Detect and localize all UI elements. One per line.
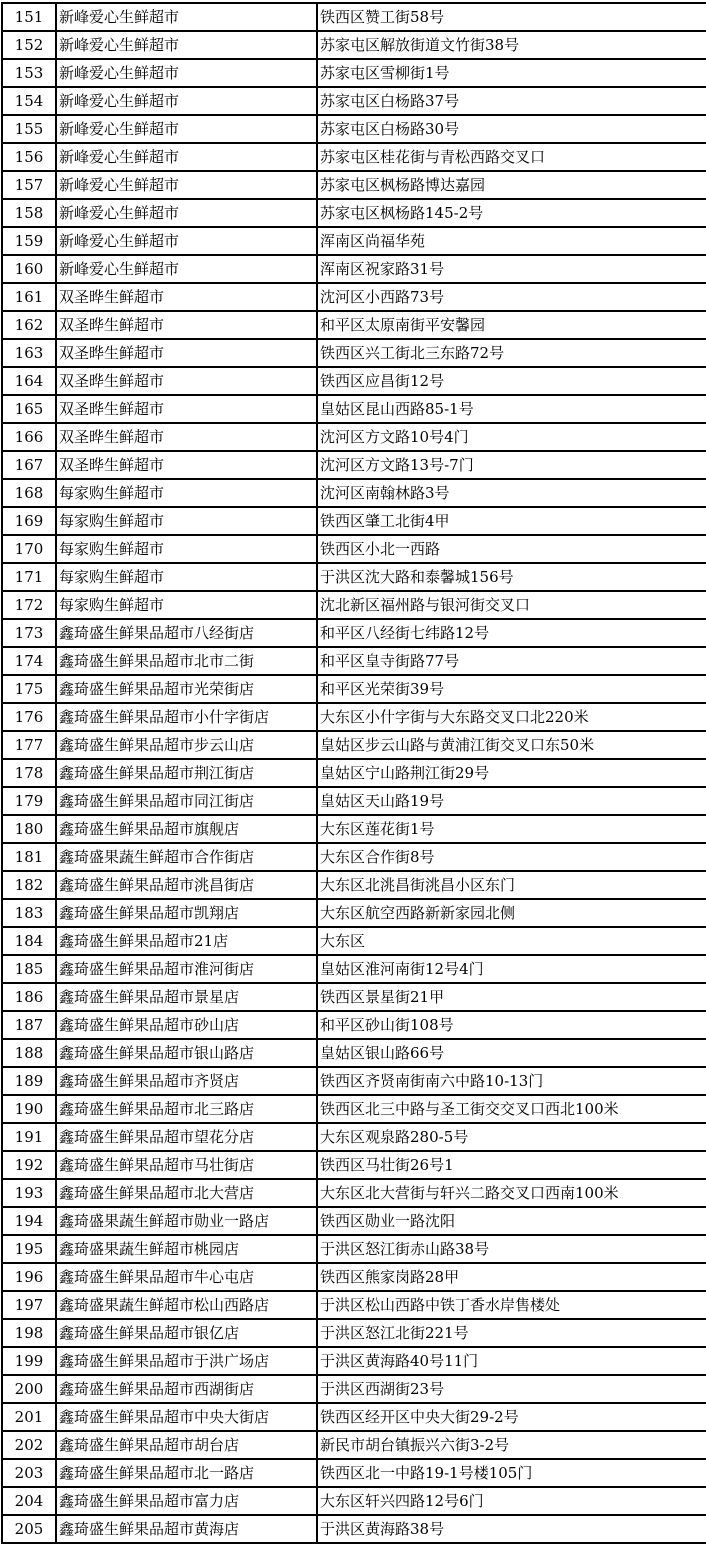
table-row — [2, 339, 706, 367]
row-number-cell: 180 — [2, 815, 56, 843]
table-row — [2, 283, 706, 311]
store-name-cell: 鑫琦盛果蔬生鲜超市合作街店 — [56, 843, 317, 871]
row-number-cell: 156 — [2, 143, 56, 171]
row-number-cell: 166 — [2, 423, 56, 451]
store-name-cell: 双圣晔生鲜超市 — [56, 367, 317, 395]
store-name-cell: 鑫琦盛生鲜果品超市景星店 — [56, 983, 317, 1011]
row-number-cell: 204 — [2, 1487, 56, 1515]
store-name-cell: 双圣晔生鲜超市 — [56, 283, 317, 311]
store-address-cell: 于洪区西湖街23号 — [317, 1375, 706, 1403]
store-name-cell: 鑫琦盛生鲜果品超市西湖街店 — [56, 1375, 317, 1403]
store-name-cell: 新峰爱心生鲜超市 — [56, 115, 317, 143]
row-number-cell: 187 — [2, 1011, 56, 1039]
store-address-cell: 铁西区兴工街北三东路72号 — [317, 339, 706, 367]
table-row — [2, 619, 706, 647]
store-address-cell: 皇姑区步云山路与黄浦江街交叉口东50米 — [317, 731, 706, 759]
table-row — [2, 1291, 706, 1319]
store-name-cell: 新峰爱心生鲜超市 — [56, 31, 317, 59]
store-address-cell: 和平区八经街七纬路12号 — [317, 619, 706, 647]
store-name-cell: 双圣晔生鲜超市 — [56, 395, 317, 423]
row-number-cell: 153 — [2, 59, 56, 87]
table-row — [2, 647, 706, 675]
store-name-cell: 鑫琦盛生鲜果品超市旗舰店 — [56, 815, 317, 843]
store-name-cell: 新峰爱心生鲜超市 — [56, 3, 317, 31]
store-address-cell: 苏家屯区解放街道文竹街38号 — [317, 31, 706, 59]
table-row — [2, 899, 706, 927]
row-number-cell: 152 — [2, 31, 56, 59]
table-row — [2, 1123, 706, 1151]
row-number-cell: 200 — [2, 1375, 56, 1403]
row-number-cell: 159 — [2, 227, 56, 255]
row-number-cell: 199 — [2, 1347, 56, 1375]
store-address-cell: 皇姑区天山路19号 — [317, 787, 706, 815]
table-row — [2, 143, 706, 171]
store-address-cell: 新民市胡台镇振兴六街3-2号 — [317, 1431, 706, 1459]
row-number-cell: 154 — [2, 87, 56, 115]
store-address-cell: 苏家屯区白杨路30号 — [317, 115, 706, 143]
store-name-cell: 鑫琦盛生鲜果品超市马壮街店 — [56, 1151, 317, 1179]
row-number-cell: 190 — [2, 1095, 56, 1123]
row-number-cell: 165 — [2, 395, 56, 423]
row-number-cell: 195 — [2, 1235, 56, 1263]
store-address-cell: 铁西区赞工街58号 — [317, 3, 706, 31]
table-row — [2, 367, 706, 395]
table-row — [2, 1403, 706, 1431]
table-row — [2, 115, 706, 143]
store-name-cell: 鑫琦盛生鲜果品超市北大营店 — [56, 1179, 317, 1207]
table-row — [2, 87, 706, 115]
store-name-cell: 鑫琦盛生鲜果品超市21店 — [56, 927, 317, 955]
store-address-cell: 于洪区怒江北街221号 — [317, 1319, 706, 1347]
store-name-cell: 鑫琦盛生鲜果品超市砂山店 — [56, 1011, 317, 1039]
store-name-cell: 鑫琦盛生鲜果品超市荆江街店 — [56, 759, 317, 787]
row-number-cell: 205 — [2, 1515, 56, 1543]
row-number-cell: 197 — [2, 1291, 56, 1319]
store-name-cell: 鑫琦盛生鲜果品超市银亿店 — [56, 1319, 317, 1347]
store-name-cell: 新峰爱心生鲜超市 — [56, 171, 317, 199]
store-address-cell: 铁西区经开区中央大街29-2号 — [317, 1403, 706, 1431]
store-name-cell: 双圣晔生鲜超市 — [56, 451, 317, 479]
table-row — [2, 1207, 706, 1235]
row-number-cell: 179 — [2, 787, 56, 815]
table-row — [2, 395, 706, 423]
store-name-cell: 鑫琦盛生鲜果品超市牛心屯店 — [56, 1263, 317, 1291]
store-name-cell: 鑫琦盛果蔬生鲜超市松山西路店 — [56, 1291, 317, 1319]
store-address-cell: 于洪区黄海路38号 — [317, 1515, 706, 1543]
row-number-cell: 164 — [2, 367, 56, 395]
table-row — [2, 843, 706, 871]
row-number-cell: 174 — [2, 647, 56, 675]
table-row — [2, 507, 706, 535]
table-row — [2, 1151, 706, 1179]
store-address-cell: 大东区莲花街1号 — [317, 815, 706, 843]
table-row — [2, 1235, 706, 1263]
store-address-cell: 和平区砂山街108号 — [317, 1011, 706, 1039]
row-number-cell: 158 — [2, 199, 56, 227]
row-number-cell: 171 — [2, 563, 56, 591]
store-name-cell: 双圣晔生鲜超市 — [56, 311, 317, 339]
store-address-cell: 沈河区南翰林路3号 — [317, 479, 706, 507]
store-address-cell: 苏家屯区桂花街与青松西路交叉口 — [317, 143, 706, 171]
table-row — [2, 983, 706, 1011]
store-address-cell: 铁西区肇工北街4甲 — [317, 507, 706, 535]
store-address-cell: 苏家屯区枫杨路145-2号 — [317, 199, 706, 227]
table-row — [2, 787, 706, 815]
row-number-cell: 172 — [2, 591, 56, 619]
store-address-cell: 苏家屯区枫杨路博达嘉园 — [317, 171, 706, 199]
row-number-cell: 160 — [2, 255, 56, 283]
store-address-cell: 铁西区齐贤南街南六中路10-13门 — [317, 1067, 706, 1095]
store-name-cell: 鑫琦盛生鲜果品超市淮河街店 — [56, 955, 317, 983]
store-name-cell: 鑫琦盛生鲜果品超市凯翔店 — [56, 899, 317, 927]
table-row — [2, 927, 706, 955]
row-number-cell: 198 — [2, 1319, 56, 1347]
store-address-cell: 大东区轩兴四路12号6门 — [317, 1487, 706, 1515]
store-name-cell: 鑫琦盛生鲜果品超市望花分店 — [56, 1123, 317, 1151]
store-name-cell: 鑫琦盛生鲜果品超市同江街店 — [56, 787, 317, 815]
store-name-cell: 鑫琦盛生鲜果品超市步云山店 — [56, 731, 317, 759]
table-row — [2, 199, 706, 227]
row-number-cell: 178 — [2, 759, 56, 787]
row-number-cell: 196 — [2, 1263, 56, 1291]
row-number-cell: 186 — [2, 983, 56, 1011]
table-row — [2, 1459, 706, 1487]
store-table-body — [2, 3, 706, 1543]
store-name-cell: 鑫琦盛生鲜果品超市光荣街店 — [56, 675, 317, 703]
table-row — [2, 31, 706, 59]
store-address-cell: 于洪区黄海路40号11门 — [317, 1347, 706, 1375]
store-address-cell: 沈河区小西路73号 — [317, 283, 706, 311]
store-address-cell: 于洪区沈大路和泰馨城156号 — [317, 563, 706, 591]
store-name-cell: 鑫琦盛生鲜果品超市富力店 — [56, 1487, 317, 1515]
table-row — [2, 591, 706, 619]
store-name-cell: 鑫琦盛生鲜果品超市北市二街 — [56, 647, 317, 675]
table-row — [2, 255, 706, 283]
table-row — [2, 59, 706, 87]
store-address-cell: 铁西区景星街21甲 — [317, 983, 706, 1011]
table-row — [2, 1515, 706, 1543]
table-row — [2, 451, 706, 479]
store-name-cell: 鑫琦盛生鲜果品超市八经街店 — [56, 619, 317, 647]
row-number-cell: 168 — [2, 479, 56, 507]
row-number-cell: 184 — [2, 927, 56, 955]
store-address-cell: 大东区合作街8号 — [317, 843, 706, 871]
store-address-cell: 铁西区北三中路与圣工街交交叉口西北100米 — [317, 1095, 706, 1123]
table-row — [2, 1039, 706, 1067]
store-address-cell: 大东区观泉路280-5号 — [317, 1123, 706, 1151]
store-address-cell: 皇姑区淮河南街12号4门 — [317, 955, 706, 983]
table-row — [2, 1011, 706, 1039]
row-number-cell: 192 — [2, 1151, 56, 1179]
store-name-cell: 新峰爱心生鲜超市 — [56, 255, 317, 283]
store-name-cell: 新峰爱心生鲜超市 — [56, 227, 317, 255]
store-name-cell: 每家购生鲜超市 — [56, 563, 317, 591]
store-address-cell: 大东区 — [317, 927, 706, 955]
table-row — [2, 1347, 706, 1375]
row-number-cell: 185 — [2, 955, 56, 983]
store-address-cell: 沈河区方文路10号4门 — [317, 423, 706, 451]
row-number-cell: 163 — [2, 339, 56, 367]
store-name-cell: 鑫琦盛生鲜果品超市北一路店 — [56, 1459, 317, 1487]
store-name-cell: 双圣晔生鲜超市 — [56, 339, 317, 367]
store-address-cell: 铁西区勋业一路沈阳 — [317, 1207, 706, 1235]
store-name-cell: 鑫琦盛果蔬生鲜超市桃园店 — [56, 1235, 317, 1263]
store-address-cell: 皇姑区银山路66号 — [317, 1039, 706, 1067]
row-number-cell: 176 — [2, 703, 56, 731]
table-row — [2, 1263, 706, 1291]
row-number-cell: 183 — [2, 899, 56, 927]
store-name-cell: 新峰爱心生鲜超市 — [56, 143, 317, 171]
store-address-cell: 铁西区北一中路19-1号楼105门 — [317, 1459, 706, 1487]
table-row — [2, 311, 706, 339]
table-row — [2, 1095, 706, 1123]
store-name-cell: 每家购生鲜超市 — [56, 507, 317, 535]
store-name-cell: 每家购生鲜超市 — [56, 479, 317, 507]
table-row — [2, 1319, 706, 1347]
row-number-cell: 167 — [2, 451, 56, 479]
row-number-cell: 189 — [2, 1067, 56, 1095]
store-address-cell: 铁西区小北一西路 — [317, 535, 706, 563]
store-name-cell: 双圣晔生鲜超市 — [56, 423, 317, 451]
store-address-cell: 苏家屯区雪柳街1号 — [317, 59, 706, 87]
table-row — [2, 759, 706, 787]
store-address-cell: 大东区北大营街与轩兴二路交叉口西南100米 — [317, 1179, 706, 1207]
row-number-cell: 188 — [2, 1039, 56, 1067]
table-row — [2, 479, 706, 507]
store-address-cell: 沈河区方文路13号-7门 — [317, 451, 706, 479]
store-name-cell: 每家购生鲜超市 — [56, 535, 317, 563]
store-address-cell: 大东区小什字街与大东路交叉口北220米 — [317, 703, 706, 731]
table-row — [2, 171, 706, 199]
store-address-cell: 和平区皇寺街路77号 — [317, 647, 706, 675]
table-row — [2, 1067, 706, 1095]
row-number-cell: 191 — [2, 1123, 56, 1151]
table-row — [2, 703, 706, 731]
store-address-cell: 大东区航空西路新新家园北侧 — [317, 899, 706, 927]
row-number-cell: 170 — [2, 535, 56, 563]
store-address-cell: 大东区北洮昌街洮昌小区东门 — [317, 871, 706, 899]
table-row — [2, 563, 706, 591]
row-number-cell: 193 — [2, 1179, 56, 1207]
row-number-cell: 157 — [2, 171, 56, 199]
store-name-cell: 新峰爱心生鲜超市 — [56, 59, 317, 87]
table-row — [2, 1375, 706, 1403]
table-row — [2, 955, 706, 983]
store-address-cell: 苏家屯区白杨路37号 — [317, 87, 706, 115]
store-address-cell: 铁西区应昌街12号 — [317, 367, 706, 395]
store-name-cell: 每家购生鲜超市 — [56, 591, 317, 619]
store-name-cell: 鑫琦盛生鲜果品超市洮昌街店 — [56, 871, 317, 899]
row-number-cell: 182 — [2, 871, 56, 899]
store-address-cell: 皇姑区昆山西路85-1号 — [317, 395, 706, 423]
row-number-cell: 201 — [2, 1403, 56, 1431]
row-number-cell: 161 — [2, 283, 56, 311]
table-row — [2, 1487, 706, 1515]
store-address-cell: 和平区太原南街平安馨园 — [317, 311, 706, 339]
store-address-cell: 于洪区松山西路中铁丁香水岸售楼处 — [317, 1291, 706, 1319]
row-number-cell: 173 — [2, 619, 56, 647]
store-address-cell: 铁西区马壮街26号1 — [317, 1151, 706, 1179]
store-name-cell: 鑫琦盛生鲜果品超市胡台店 — [56, 1431, 317, 1459]
row-number-cell: 155 — [2, 115, 56, 143]
store-name-cell: 鑫琦盛生鲜果品超市齐贤店 — [56, 1067, 317, 1095]
store-address-cell: 于洪区怒江街赤山路38号 — [317, 1235, 706, 1263]
store-name-cell: 鑫琦盛生鲜果品超市银山路店 — [56, 1039, 317, 1067]
row-number-cell: 175 — [2, 675, 56, 703]
store-name-cell: 鑫琦盛生鲜果品超市黄海店 — [56, 1515, 317, 1543]
store-name-cell: 鑫琦盛果蔬生鲜超市勋业一路店 — [56, 1207, 317, 1235]
store-name-cell: 鑫琦盛生鲜果品超市小什字街店 — [56, 703, 317, 731]
store-address-cell: 铁西区熊家岗路28甲 — [317, 1263, 706, 1291]
store-name-cell: 鑫琦盛生鲜果品超市北三路店 — [56, 1095, 317, 1123]
table-row — [2, 227, 706, 255]
row-number-cell: 177 — [2, 731, 56, 759]
store-name-cell: 鑫琦盛生鲜果品超市中央大街店 — [56, 1403, 317, 1431]
table-row — [2, 815, 706, 843]
table-row — [2, 423, 706, 451]
store-address-cell: 浑南区尚福华苑 — [317, 227, 706, 255]
table-row — [2, 535, 706, 563]
store-name-cell: 鑫琦盛生鲜果品超市于洪广场店 — [56, 1347, 317, 1375]
store-address-cell: 浑南区祝家路31号 — [317, 255, 706, 283]
table-row — [2, 871, 706, 899]
row-number-cell: 151 — [2, 3, 56, 31]
row-number-cell: 194 — [2, 1207, 56, 1235]
row-number-cell: 202 — [2, 1431, 56, 1459]
table-row — [2, 1179, 706, 1207]
row-number-cell: 162 — [2, 311, 56, 339]
store-address-cell: 和平区光荣街39号 — [317, 675, 706, 703]
store-table — [1, 2, 706, 1544]
table-row — [2, 3, 706, 31]
store-name-cell: 新峰爱心生鲜超市 — [56, 87, 317, 115]
table-row — [2, 1431, 706, 1459]
store-address-cell: 皇姑区宁山路荆江街29号 — [317, 759, 706, 787]
row-number-cell: 181 — [2, 843, 56, 871]
row-number-cell: 203 — [2, 1459, 56, 1487]
row-number-cell: 169 — [2, 507, 56, 535]
store-name-cell: 新峰爱心生鲜超市 — [56, 199, 317, 227]
table-row — [2, 731, 706, 759]
store-address-cell: 沈北新区福州路与银河街交叉口 — [317, 591, 706, 619]
table-row — [2, 675, 706, 703]
